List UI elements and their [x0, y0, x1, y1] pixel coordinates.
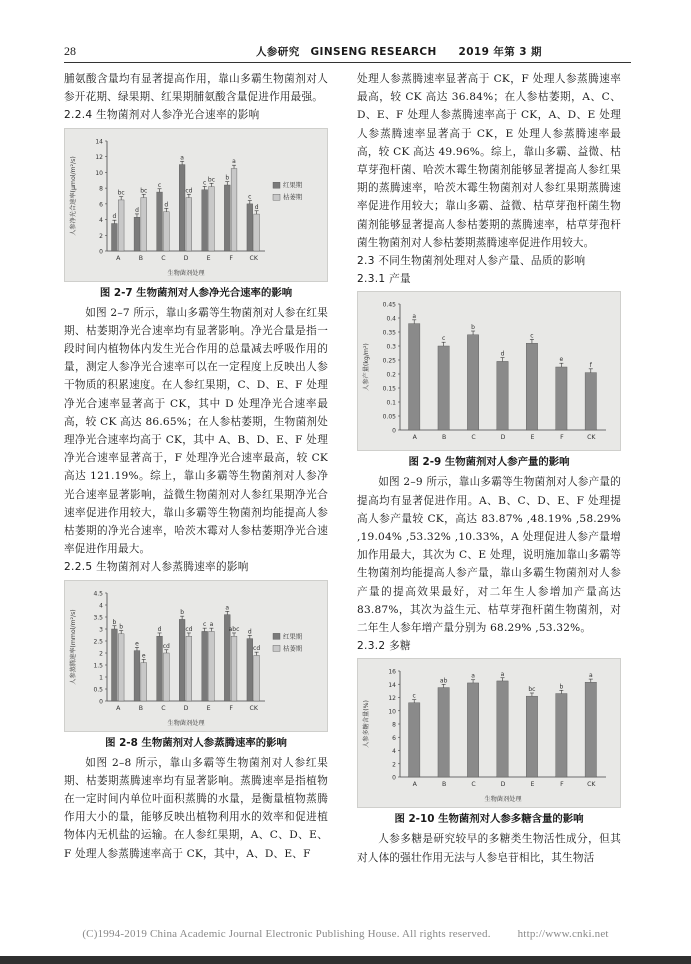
- bar: [209, 631, 215, 701]
- bar: [497, 362, 508, 431]
- significance-letter: cd: [162, 642, 170, 650]
- bar: [157, 192, 163, 251]
- bar: [118, 633, 124, 700]
- y-tick-label: 4: [392, 748, 396, 756]
- paragraph: 如图 2–7 所示，靠山多霸等生物菌剂对人参在红果期、枯萎期净光合速率均有显著影响。净光合量是指一段时间内植物体内发生光合作用的总量减去呼吸作用的量，测定人参净光合速率可以在一定程度上反映出人参干物质的积累速度。在人参红果期，C、D、E、F 处理净光合速率显著高于 CK，其中 D 处理净光合速率最高，较 CK 高达 86.65%；在人参枯萎期，生物菌剂处理净光合速率均高于 CK，其中 A、B、D、E、F 处理净光合速率显著高于，F 处理净光合速率最高，较 CK 高达 121.19%。综上，靠山多霸等生物菌剂对人参净光合速率显著影响，益微生物菌剂对人参红果期净光合速率促进作用较大，靠山多霸等生物菌剂均能提高人参枯萎期的净光合速率，哈茨木霉对人参枯萎期净光合速率促进作用最大。: [64, 306, 328, 556]
- figure-2-8: [64, 580, 328, 732]
- significance-letter: cd: [253, 644, 261, 652]
- bar: [526, 697, 537, 778]
- significance-letter: e: [141, 652, 146, 660]
- x-tick-label: F: [560, 781, 564, 789]
- figure-caption: 图 2-9 生物菌剂对人参产量的影响: [408, 456, 570, 469]
- y-tick-label: 0: [392, 774, 396, 782]
- significance-letter: a: [588, 672, 593, 680]
- x-tick-label: E: [530, 434, 535, 442]
- significance-letter: cd: [185, 186, 193, 194]
- y-tick-label: 0.25: [382, 357, 396, 365]
- significance-letter: d: [112, 212, 117, 220]
- paragraph: 如图 2–9 所示，靠山多霸等生物菌剂对人参产量的提高均有显著促进作用。A、B、C、D、E、F 处理提高人参产量较 CK，高达 83.87% ,48.19% ,58.29% ,19.04% ,53.32% ,10.33%，A 处理促进人参产量增加作用最大，其次为 C、E 处理，说明施加靠山多霸等生物菌剂均能提高人参产量，靠山多霸生物菌剂对人参产量的提高效果最好，对二年生人参增加产量高达 83.87%，其次为益生元、枯草芽孢杆菌生物菌剂，对二年生人参年增产量分别为 68.29% ,53.32%。: [357, 476, 621, 635]
- y-tick-label: 0.05: [382, 413, 396, 421]
- bar: [438, 688, 449, 777]
- x-tick-label: D: [183, 254, 189, 262]
- section-heading: 2.3.2 多糖: [357, 640, 411, 653]
- x-tick-label: A: [412, 434, 417, 442]
- y-tick-label: 6: [99, 200, 103, 208]
- significance-letter: bc: [528, 686, 536, 694]
- significance-letter: c: [203, 179, 207, 187]
- bar: [526, 344, 537, 431]
- x-axis-label: 生物菌剂处理: [167, 719, 205, 727]
- y-tick-label: 4: [99, 602, 103, 610]
- y-tick-label: 0: [99, 248, 103, 256]
- y-tick-label: 2: [99, 650, 103, 658]
- significance-letter: a: [225, 604, 230, 612]
- chart-yield: [358, 292, 620, 450]
- section-heading: 2.2.5 生物菌剂对人参蒸腾速率的影响: [64, 561, 249, 574]
- y-tick-label: 12: [95, 153, 103, 161]
- significance-letter: a: [412, 313, 417, 321]
- significance-letter: a: [180, 153, 184, 161]
- bar: [409, 324, 420, 430]
- y-tick-label: 6: [392, 735, 396, 743]
- x-tick-label: C: [471, 781, 476, 789]
- x-tick-label: F: [229, 704, 233, 712]
- y-tick-label: 8: [392, 721, 396, 729]
- bar: [134, 650, 140, 700]
- significance-letter: a: [232, 157, 236, 165]
- section-heading: 2.3.1 产量: [357, 273, 411, 286]
- significance-letter: d: [500, 351, 505, 359]
- bar: [163, 653, 169, 701]
- x-axis-label: 生物菌剂处理: [167, 269, 205, 277]
- bar: [202, 631, 208, 701]
- bar: [112, 223, 118, 251]
- x-tick-label: E: [530, 781, 535, 789]
- bar: [247, 203, 253, 250]
- x-tick-label: C: [161, 704, 166, 712]
- bar: [118, 200, 124, 251]
- x-tick-label: A: [116, 704, 121, 712]
- y-tick-label: 10: [95, 169, 103, 177]
- significance-letter: f: [589, 362, 592, 370]
- significance-letter: b: [225, 174, 230, 182]
- significance-letter: b: [559, 683, 564, 691]
- significance-letter: abc: [228, 625, 240, 633]
- legend-label: 枯萎期: [283, 192, 303, 201]
- figure-caption: 图 2-8 生物菌剂对人参蒸腾速率的影响: [105, 736, 287, 749]
- figure-2-10: [357, 658, 621, 808]
- significance-letter: bc: [117, 189, 125, 197]
- significance-letter: d: [157, 625, 162, 633]
- paragraph: 脯氨酸含量均有显著提高作用，靠山多霸生物菌剂对人参开花期、绿果期、红果期脯氨酸含量促进作用最强。: [64, 73, 328, 104]
- x-tick-label: D: [500, 781, 506, 789]
- y-tick-label: 2.5: [93, 638, 103, 646]
- legend-label: 红果期: [283, 632, 303, 641]
- y-tick-label: 4.5: [93, 590, 103, 598]
- bar: [163, 211, 169, 250]
- significance-letter: d: [135, 206, 139, 214]
- bar: [179, 619, 185, 701]
- legend-label: 枯萎期: [283, 644, 303, 653]
- x-tick-label: E: [206, 704, 211, 712]
- bar: [231, 168, 237, 251]
- significance-letter: c: [157, 181, 162, 189]
- y-tick-label: 0.5: [93, 686, 103, 694]
- bar: [141, 662, 147, 700]
- x-tick-label: B: [442, 781, 447, 789]
- y-axis-label: 人参净光合速率(μmol/m²/s): [70, 155, 77, 236]
- x-tick-label: E: [206, 254, 211, 262]
- y-tick-label: 0.1: [386, 399, 396, 407]
- section-heading: 2.2.4 生物菌剂对人参净光合速率的影响: [64, 109, 260, 122]
- bar: [209, 186, 215, 250]
- x-tick-label: A: [412, 781, 417, 789]
- bar: [134, 217, 140, 251]
- bar: [438, 346, 449, 430]
- x-tick-label: D: [500, 434, 506, 442]
- copyright-notice: (C)1994-2019 China Academic Journal Electronic Publishing House. All rights reserved.: [82, 928, 491, 940]
- significance-letter: d: [254, 203, 259, 211]
- figure-2-9: [357, 291, 621, 451]
- significance-letter: b: [112, 618, 117, 626]
- chart-net-photosynthesis: [65, 129, 327, 281]
- y-tick-label: 2: [99, 232, 103, 240]
- y-tick-label: 0.15: [382, 385, 396, 393]
- bar: [254, 655, 260, 701]
- significance-letter: bc: [140, 186, 148, 194]
- bar: [585, 373, 596, 430]
- significance-letter: bc: [207, 175, 216, 183]
- legend-label: 红果期: [283, 180, 303, 189]
- y-tick-label: 16: [388, 668, 396, 676]
- legend-swatch: [273, 194, 280, 200]
- significance-letter: a: [209, 620, 214, 628]
- chart-polysaccharide: [358, 659, 620, 807]
- x-tick-label: D: [183, 704, 189, 712]
- chart-transpiration-rate: [65, 581, 327, 731]
- y-tick-label: 4: [99, 216, 103, 224]
- bar: [409, 703, 420, 777]
- y-tick-label: 12: [388, 695, 396, 703]
- right-column: [357, 70, 621, 867]
- publisher-url: http://www.cnki.net: [517, 928, 609, 940]
- journal-title: 人参研究 GINSENG RESEARCH 2019 年第 3 期: [256, 46, 542, 58]
- bar: [556, 694, 567, 777]
- page-number: 28: [64, 44, 76, 58]
- x-tick-label: CK: [249, 254, 258, 262]
- significance-letter: a: [500, 671, 505, 679]
- bar: [254, 214, 260, 251]
- bar: [497, 681, 508, 777]
- significance-letter: e: [135, 640, 139, 648]
- paragraph: 处理人参蒸腾速率显著高于 CK，F 处理人参蒸腾速率最高，较 CK 高达 36.84%；在人参枯萎期，A、C、D、E、F 处理人参蒸腾速率高于 CK，A、D、E 处理人参蒸腾速率显著高于 CK，E 处理人参蒸腾速率最高，较 CK 高达 49.96%。综上，靠山多霸、益微、枯草芽孢杆菌、哈茨木霉生物菌剂能够显著提高人参红果期的蒸腾速率，哈茨木霉生物菌剂对人参红果期蒸腾速率促进作用较大；靠山多霸、益微、枯草芽孢杆菌生物菌剂能够显著提高人参枯萎期的蒸腾速率，枯草芽孢杆菌生物菌剂对人参枯萎期蒸腾速率促进作用较大。: [357, 73, 621, 249]
- bar: [179, 164, 185, 250]
- y-tick-label: 0.45: [382, 301, 396, 309]
- x-tick-label: B: [138, 704, 143, 712]
- paragraph: 人参多糖是研究较早的多糖类生物活性成分，但其对人体的强壮作用无法与人参皂苷相比，其生物活: [357, 833, 621, 864]
- y-tick-label: 8: [99, 185, 103, 193]
- significance-letter: b: [180, 608, 185, 616]
- y-tick-label: 3.5: [93, 614, 103, 622]
- paragraph: 如图 2–8 所示，靠山多霸等生物菌剂对人参红果期、枯萎期蒸腾速率均有显著影响。蒸腾速率是指植物在一定时间内单位叶面积蒸腾的水量，是衡量植物蒸腾作用大小的量，能够反映出植物利用水的效率和促进植物体内无机盐的运输。在人参红果期，A、C、D、E、F 处理人参蒸腾速率高于 CK，其中，A、D、E、F: [64, 756, 328, 860]
- y-tick-label: 0.4: [386, 315, 396, 323]
- bar: [467, 683, 478, 777]
- bar: [141, 197, 147, 250]
- x-tick-label: B: [138, 254, 143, 262]
- bar: [467, 335, 478, 430]
- significance-letter: c: [441, 335, 446, 343]
- bar: [224, 185, 230, 251]
- significance-letter: b: [471, 324, 475, 332]
- x-tick-label: CK: [249, 704, 258, 712]
- significance-letter: c: [530, 332, 534, 340]
- significance-letter: b: [119, 623, 124, 631]
- bar: [247, 638, 253, 700]
- significance-letter: e: [559, 356, 564, 364]
- section-heading: 2.3 不同生物菌剂处理对人参产量、品质的影响: [357, 255, 586, 268]
- bar: [157, 636, 163, 701]
- significance-letter: d: [164, 201, 169, 209]
- figure-caption: 图 2-10 生物菌剂对人参多糖含量的影响: [394, 813, 584, 826]
- page-footer: [0, 928, 691, 942]
- significance-letter: cd: [185, 625, 193, 633]
- bar: [556, 367, 567, 430]
- y-tick-label: 0.2: [386, 371, 396, 379]
- bar: [186, 636, 192, 701]
- significance-letter: c: [248, 193, 252, 201]
- bar: [231, 636, 237, 701]
- significance-letter: ab: [439, 677, 448, 685]
- bar: [186, 197, 192, 250]
- significance-letter: d: [247, 628, 252, 636]
- bottom-border: [0, 956, 691, 964]
- x-tick-label: F: [229, 254, 233, 262]
- x-tick-label: CK: [587, 781, 596, 789]
- y-tick-label: 14: [388, 682, 396, 690]
- running-header: [64, 44, 631, 63]
- y-tick-label: 0: [392, 427, 396, 435]
- x-tick-label: CK: [587, 434, 596, 442]
- x-tick-label: C: [471, 434, 476, 442]
- significance-letter: c: [412, 693, 416, 701]
- y-tick-label: 3: [99, 626, 103, 634]
- legend-swatch: [273, 633, 280, 639]
- x-tick-label: F: [560, 434, 564, 442]
- y-tick-label: 0.35: [382, 329, 396, 337]
- y-axis-label: 人参产量(kg/m²): [363, 343, 370, 392]
- y-tick-label: 14: [95, 138, 103, 146]
- bar: [202, 189, 208, 250]
- x-tick-label: A: [116, 254, 121, 262]
- y-tick-label: 0: [99, 698, 103, 706]
- x-tick-label: C: [161, 254, 166, 262]
- significance-letter: c: [203, 620, 207, 628]
- y-axis-label: 人参多糖含量(%): [363, 700, 370, 749]
- bar: [585, 683, 596, 778]
- x-axis-label: 生物菌剂处理: [484, 796, 522, 804]
- significance-letter: a: [471, 673, 475, 681]
- y-tick-label: 1: [99, 674, 103, 682]
- y-tick-label: 2: [392, 761, 396, 769]
- y-tick-label: 1.5: [93, 662, 103, 670]
- y-tick-label: 0.3: [386, 343, 396, 351]
- y-axis-label: 人参蒸腾速率(mmol/m²/s): [70, 608, 77, 685]
- bar: [112, 629, 118, 701]
- x-tick-label: B: [442, 434, 447, 442]
- left-column: [64, 70, 328, 863]
- y-tick-label: 10: [388, 708, 396, 716]
- legend-swatch: [273, 182, 280, 188]
- legend-swatch: [273, 645, 280, 651]
- figure-caption: 图 2-7 生物菌剂对人参净光合速率的影响: [99, 286, 293, 299]
- figure-2-7: [64, 128, 328, 282]
